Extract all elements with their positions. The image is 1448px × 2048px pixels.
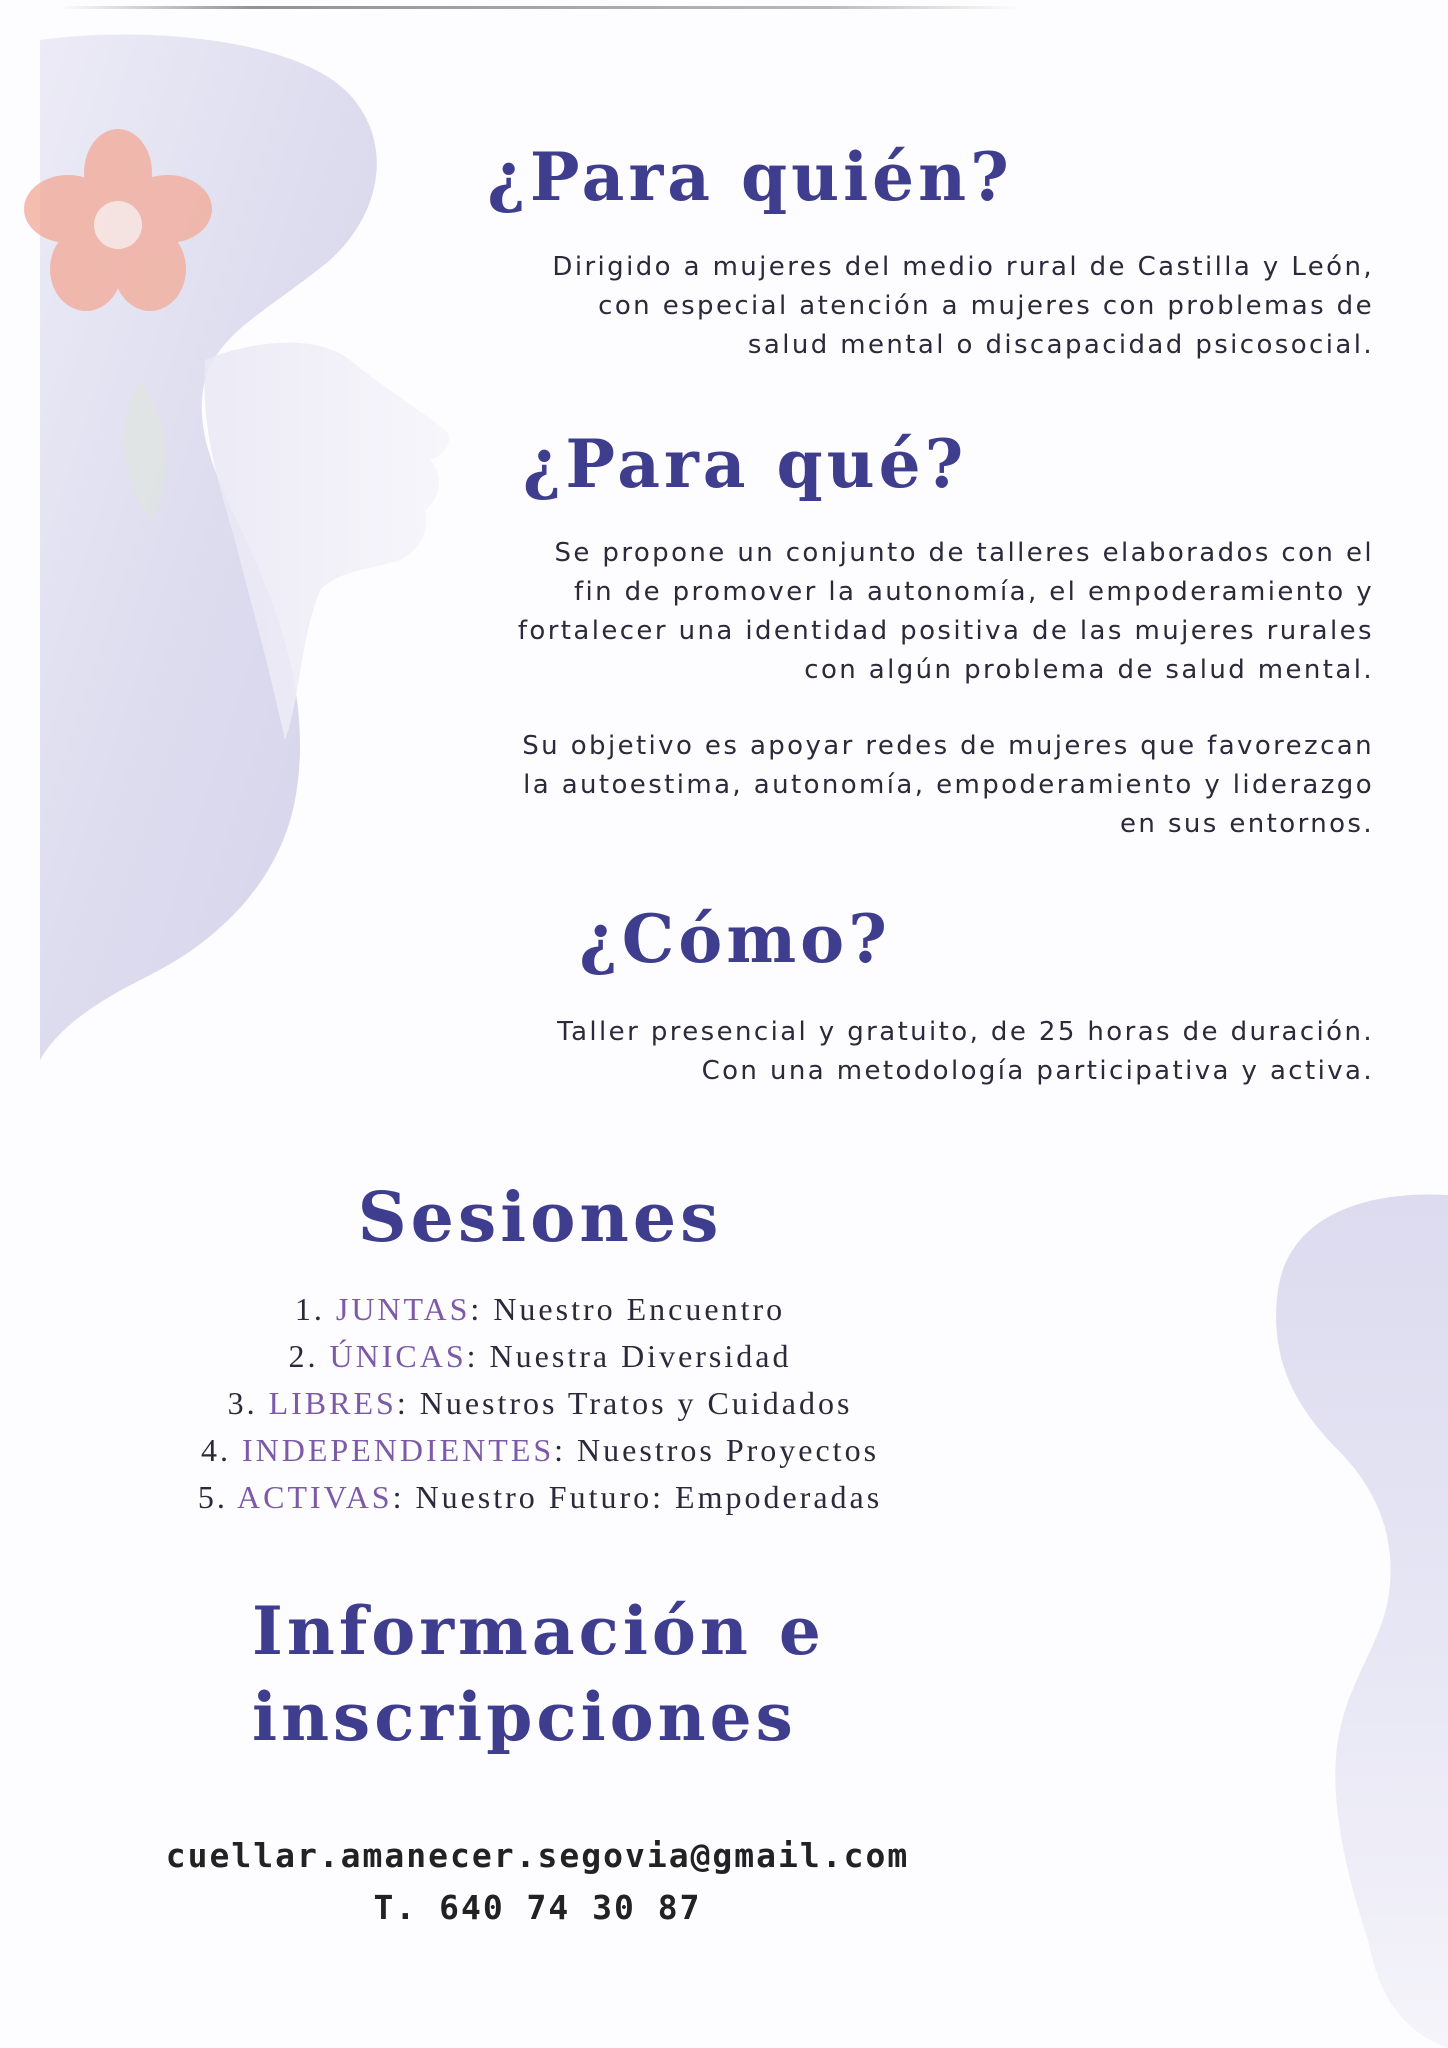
session-number: 1. [294,1291,325,1327]
contact-phone: T. 640 74 30 87 [373,1888,702,1927]
session-title: Nuestro Encuentro [493,1291,786,1327]
para-que-line: Se propone un conjunto de talleres elaborados con el [554,538,1374,568]
heading-sesiones: Sesiones [357,1178,723,1258]
heading-informacion-inscripciones [252,1588,825,1760]
session-keyword: ÚNICAS [329,1338,467,1374]
session-item: 3. LIBRES: Nuestros Tratos y Cuidados [227,1385,853,1421]
session-number: 5. [197,1479,228,1515]
para-que-line: fortalecer una identidad positiva de las mujeres rurales [517,616,1374,646]
session-item: 5. ACTIVAS: Nuestro Futuro: Empoderadas [197,1479,883,1515]
session-keyword: ACTIVAS [237,1479,393,1515]
session-number: 2. [288,1338,319,1374]
right-profile-silhouette-illustration [1128,1180,1448,2048]
session-keyword: JUNTAS [335,1291,471,1327]
session-number: 3. [227,1385,258,1421]
sessions-list [0,1286,1080,1521]
session-item: 2. ÚNICAS: Nuestra Diversidad [288,1338,792,1374]
objetivo-line: la autoestima, autonomía, empoderamiento y liderazgo [523,770,1374,800]
session-title: Nuestro Futuro: Empoderadas [415,1479,883,1515]
session-number: 4. [200,1432,231,1468]
session-item: 4. INDEPENDIENTES: Nuestros Proyectos [200,1432,880,1468]
right-silhouette-shape [1276,1194,1448,2048]
para-quien-line: salud mental o discapacidad psicosocial. [747,330,1374,360]
contact-email: cuellar.amanecer.segovia@gmail.com [165,1836,910,1875]
session-title: Nuestros Tratos y Cuidados [419,1385,853,1421]
heading-para-quien: ¿Para quién? [487,138,1013,216]
como-text [474,1013,1374,1091]
para-que-line: fin de promover la autonomía, el empoderamiento y [573,577,1374,607]
para-quien-line: Dirigido a mujeres del medio rural de Castilla y León, [552,252,1374,282]
para-quien-text [474,248,1374,365]
como-line: Con una metodología participativa y activa. [701,1056,1374,1086]
objetivo-line: en sus entornos. [1120,809,1374,839]
heading-como: ¿Cómo? [579,900,891,978]
session-item: 1. JUNTAS: Nuestro Encuentro [294,1291,786,1327]
para-quien-line: con especial atención a mujeres con problemas de [598,291,1374,321]
objetivo-line: Su objetivo es apoyar redes de mujeres que favorezcan [522,731,1374,761]
objetivo-text [474,727,1374,844]
heading-info-line: Información e [252,1592,825,1670]
para-que-text [474,534,1374,690]
heading-para-que: ¿Para qué? [522,425,968,503]
session-keyword: INDEPENDIENTES [241,1432,555,1468]
session-title: Nuestros Proyectos [577,1432,880,1468]
session-title: Nuestra Diversidad [489,1338,792,1374]
session-keyword: LIBRES [268,1385,397,1421]
como-line: Taller presencial y gratuito, de 25 horas de duración. [557,1017,1374,1047]
heading-info-line: inscripciones [252,1678,797,1756]
para-que-line: con algún problema de salud mental. [804,655,1374,685]
